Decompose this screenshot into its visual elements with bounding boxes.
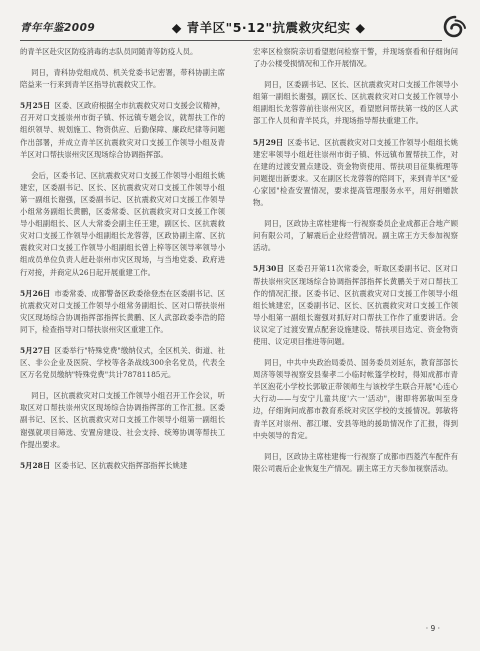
- entry-text: 区委书记、区抗震救灾对口支援工作领导小组组长姚建宏率领导小组赶往崇州市街子镇、怀远镇布置帮扶工作，对在建的过渡安置点建设、资金物资使用、帮扶项目征集梳理等问题提出新要求。又在副区长龙蓉蓉的陪同下，来到青羊区"爱心家园"检查安置情况，要求提高管理服务水平，用好捐赠款物。: [253, 137, 458, 208]
- entry-paragraph: [20, 170, 225, 279]
- entry-text: 同日，区政协主席桂建梅一行视察了成都市西菱汽车配件有限公司震后企业恢复生产情况。副主席王方天参加视察活动。: [253, 451, 458, 473]
- entry-text: 的青羊区赴灾区防疫消毒的志队员同随青等防疫人员。: [20, 47, 198, 56]
- entry-date: 5月29日: [253, 137, 284, 147]
- entry-text: 同日，青科协党组成员、机关党委书记密署，带科协副主席陪益来一行来到青羊区指导抗震救灾工作。: [20, 68, 225, 90]
- entry-text: 区委书记、区抗震救灾指挥部指挥长姚建: [54, 460, 188, 470]
- entry-text: 同日，区政协主席桂建梅一行视察委员企业成都正合地产顾问有限公司，了解震后企业经营情况。副主席王方天参加视察活动。: [253, 219, 458, 253]
- entry-text: 同日，区委副书记、区长、区抗震救灾对口支援工作领导小组第一副组长谢强，副区长、区抗震救灾对口支援工作领导小组副组长龙蓉蓉前往崇州灾区，看望慰问帮扶第一线的区人武部工作人员和青羊民兵，并现场指导帮扶重建工作。: [253, 80, 458, 126]
- entry-paragraph: [253, 46, 458, 70]
- entry-paragraph: [253, 451, 458, 475]
- entry-date: 5月26日: [20, 288, 51, 298]
- entry-paragraph: [20, 460, 225, 472]
- entry-paragraph: [20, 67, 225, 91]
- entry-paragraph: [20, 345, 225, 381]
- entry-text: 市委常委、成都警备区政委徐登杰在区委副书记、区抗震救灾对口支援工作领导小组常务副组长、区对口帮扶崇州灾区现场综合协调指挥部指挥长黄鹏、区人武部政委李浩的陪同下，检查指导对口帮扶崇州灾区重建工作。: [20, 288, 225, 334]
- entry-date: 5月28日: [20, 460, 51, 470]
- entry-text: 区委召开第11次常委会，听取区委副书记、区对口帮扶崇州灾区现场综合协调指挥部指挥长黄鹏关于对口帮扶工作的情况汇报。区委书记、区抗震救灾对口支援工作领导小组组长姚建宏，区委副书记、区长、区抗震救灾对口支援工作领导小组第一副组长谢强对抓好对口帮扶工作作了重要讲话。会议议定了过渡安置点配套设施建设、帮扶项目选定、资金物资使用、议定项目推进等问题。: [253, 264, 458, 346]
- entry-text: 同日，中共中央政治局委员、国务委员刘延东，教育部部长周济等领导视察安县秦孝二小临时帐篷学校时，得知成都市青羊区泡花小学校长郭敏正带领师生与该校学生联合开展"心连心大行动——与安宁儿童共度'六一'活动"，谢即将郭敏叫至身边，仔细询问成都市教育系统对灾区学校的支援情况。郭敏将青羊区对崇州、都江堰、安县等地的援助情况作了汇报，得到中央领导的肯定。: [253, 358, 458, 440]
- entry-paragraph: [253, 79, 458, 127]
- entry-paragraph: [20, 390, 225, 450]
- entry-text: 宏率区检察院亲切看望慰问检察干警，并现场察看和仔细询问了办公楼受损情况和工作开展情况。: [253, 47, 458, 69]
- right-column: [253, 46, 458, 484]
- entry-paragraph: [253, 137, 458, 210]
- entry-date: 5月27日: [20, 345, 51, 355]
- page-header: [20, 14, 468, 40]
- entry-paragraph: [253, 357, 458, 442]
- entry-text: 区委、区政府根据全市抗震救灾对口支援会议精神，召开对口支援崇州市街子镇、怀远镇专题会议，就帮扶工作的组织领导、规划施工、物资供应、后勤保障、廉政纪律等问题作出部署，并成立青羊区抗震救灾对口支援工作领导小组及青羊区对口帮扶崇州灾区现场综合协调指挥部。: [20, 101, 225, 159]
- entry-date: 5月30日: [253, 264, 285, 274]
- left-column: [20, 46, 225, 481]
- entry-paragraph: [20, 46, 225, 58]
- entry-text: 区委举行"特殊党费"缴纳仪式，全区机关、街道、社区、非公企业及医院、学校等各条战线300余名党员，代表全区万名党员缴纳"特殊党费"共计78781185元。: [20, 345, 225, 380]
- entry-date: 5月25日: [20, 101, 51, 111]
- swirl-logo-icon: [442, 14, 468, 40]
- entry-paragraph: [20, 100, 225, 160]
- entry-text: 同日，区抗震救灾对口支援工作领导小组召开工作会议，听取区对口帮扶崇州灾区现场综合协调指挥部的工作汇报。区委副书记、区长、区抗震救灾对口支援工作领导小组第一副组长谢强就项目筛选、安置房建设、社会支持、统筹协调等帮扶工作提出要求。: [20, 391, 225, 449]
- yearbook-label: 青年年鉴2009: [20, 21, 96, 34]
- entry-paragraph: [253, 218, 458, 254]
- entry-paragraph: [253, 263, 458, 348]
- chapter-title: ◆ 青羊区"5·12"抗震救灾纪实 ◆: [171, 20, 366, 35]
- page-number: · 9 ·: [425, 624, 440, 633]
- entry-paragraph: [20, 288, 225, 336]
- header-rule: [20, 40, 442, 41]
- entry-text: 会后，区委书记、区抗震救灾对口支援工作领导小组组长姚建宏，区委副书记、区长、区抗震救灾对口支援工作领导小组第一副组长谢强，区委副书记、区抗震救灾对口支援工作领导小组常务副组长黄鹏，区委常委、区抗震救灾对口支援工作领导小组副组长、区人大常委会副主任王建，副区长、区抗震救灾对口支援工作领导小组副组长龙蓉蓉，区政协副主席、区抗震救灾对口支援工作领导小组副组长曾上梓等区领导率领导小组成员单位负责人赶赴崇州市灾区现场，与当地党委、政府进行对接，并商定从26日起开展重建工作。: [20, 170, 225, 277]
